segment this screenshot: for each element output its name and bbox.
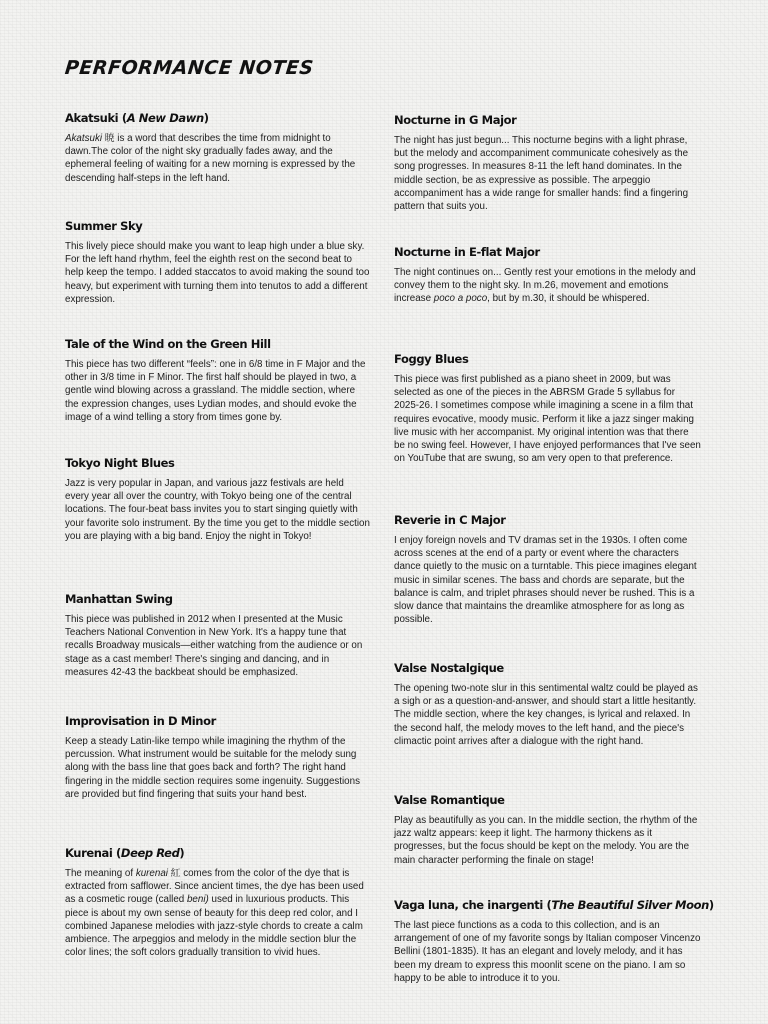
- italic-term: beni): [186, 894, 209, 906]
- note-title: [65, 111, 370, 125]
- note-body: [394, 266, 702, 306]
- title-text: Akatsuki (: [65, 111, 127, 125]
- note-body: The opening two-note slur in this sentimental waltz could be played as a sigh or as a question-and-answer, and should start a little hesitantly. The middle section, where the key changes, is lyrical and relaxed. In the second half, the melody moves to the left hand, and the piece's climactic point arrives after a dialogue with the right hand.: [394, 683, 698, 747]
- body-text: The meaning of: [65, 868, 136, 879]
- note-body: The last piece functions as a coda to this collection, and is an arrangement of one of my favorite songs by Italian composer Vincenzo Bellini (1801-1835). It has an elegant and lovely melody, and it has been my dream to express this moonlit scene on the piano. I am so happy to be able to introduce it to you.: [394, 920, 701, 984]
- note-title: Nocturne in E-flat Major: [394, 245, 540, 259]
- note-title: Tale of the Wind on the Green Hill: [65, 337, 271, 351]
- note-body: I enjoy foreign novels and TV dramas set in the 1930s. I often come across scenes at the end of a party or event where the characters dance quietly to the music on a turntable. This piece imagines elegant music in similar scenes. The bass and chords are separate, but the balance is calm, and triplet phrases should never be rushed. This is a slow dance that maintains the dreamlike atmosphere for as long as possible.: [394, 535, 697, 626]
- note-reverie-c-major: [394, 513, 702, 626]
- note-title: Tokyo Night Blues: [65, 456, 175, 470]
- title-text: Vaga luna, che inargenti (: [394, 898, 552, 912]
- note-valse-nostalgique: [394, 661, 702, 748]
- note-body: This piece was published in 2012 when I presented at the Music Teachers National Convention in New York. It's a happy tune that recalls Broadway musicals—either watching from the audience or on stage as a cast member! There's singing and dancing, and in measures 42-43 the backbeat should be emphasized.: [65, 614, 363, 678]
- note-title: Valse Nostalgique: [394, 661, 504, 675]
- note-tokyo-night-blues: [65, 456, 370, 543]
- note-body: [65, 132, 370, 185]
- note-title: [65, 846, 370, 860]
- note-summer-sky: [65, 219, 370, 306]
- title-subtitle: A New Dawn: [126, 111, 204, 125]
- note-body: Keep a steady Latin-like tempo while imagining the rhythm of the percussion. What instrument would be suitable for the melody sung along with the bass line that goes back and forth? The right hand fingering in the middle section requires some ingenuity. Suggestions are provided but find fingering that suits your hand best.: [65, 736, 360, 800]
- note-valse-romantique: [394, 793, 702, 867]
- note-body: The night has just begun... This nocturne begins with a light phrase, but the melody and accompaniment communicate cohesively as the song progresses. In measures 8-11 the left hand dominates. In the middle section, be as expressive as possible. The arpeggio accompaniment has a wide range for smaller hands: find a fingering pattern that suits you.: [394, 135, 689, 213]
- note-tale-of-the-wind: [65, 337, 370, 424]
- title-subtitle: The Beautiful Silver Moon: [551, 898, 709, 912]
- note-body: This lively piece should make you want to leap high under a blue sky. For the left hand rhythm, feel the eighth rest on the second beat to help keep the tempo. I added staccatos to avoid making the sound too heavy, but experiment with turning them into tenutos to add a different expression.: [65, 241, 370, 305]
- italic-term: poco a poco: [433, 293, 488, 305]
- note-title: Reverie in C Major: [394, 513, 506, 527]
- title-text: Kurenai (: [65, 846, 121, 860]
- note-title: Manhattan Swing: [65, 592, 173, 606]
- note-title: Improvisation in D Minor: [65, 714, 216, 728]
- note-title: [394, 898, 714, 912]
- page-title: PERFORMANCE NOTES: [63, 57, 315, 79]
- note-title: Valse Romantique: [394, 793, 505, 807]
- note-title: Summer Sky: [65, 219, 143, 233]
- note-body: Play as beautifully as you can. In the middle section, the rhythm of the jazz waltz appears: keep it light. The harmony thickens as it progresses, but the focus should be kept on the melody. You are the main character performing the finale on stage!: [394, 815, 698, 866]
- title-text-end: ): [708, 898, 714, 912]
- note-nocturne-e-flat-major: [394, 245, 702, 306]
- note-foggy-blues: [394, 352, 702, 465]
- note-title: Foggy Blues: [394, 352, 469, 366]
- body-text: 暁 is a word that describes the time from midnight to dawn.The color of the night sky gradually fades away, and the ephemeral feeling of waiting for a new morning is expressed by the descending half-steps in the left hand.: [65, 133, 356, 184]
- body-text: , but by m.30, it should be whispered.: [487, 293, 650, 305]
- title-text-end: ): [203, 111, 209, 125]
- note-body: Jazz is very popular in Japan, and various jazz festivals are held every year all over the country, with Tokyo being one of the central locations. The four-beat bass invites you to start singing quietly with your favorite solo instrument. By the time you get to the middle section you are playing with a big band. Enjoy the night in Tokyo!: [65, 478, 370, 542]
- italic-term: Akatsuki: [65, 133, 105, 144]
- note-body: [65, 867, 370, 959]
- body-text: 紅 comes from the color of the dye that is extracted from safflower. Since ancient times, the dye has been used as a cosmetic rouge (called: [65, 868, 364, 906]
- body-text: The night continues on... Gently rest your emotions in the melody and convey them to the night sky. In m.26, movement and emotions increase: [394, 267, 696, 305]
- note-body: This piece has two different “feels”: one in 6/8 time in F Major and the other in 3/8 time in F Minor. The first half should be played in two, a gentle wind blowing across a grassland. The middle section, where the expression changes, uses Lydian modes, and should evoke the image of a wind telling a story from times gone by.: [65, 359, 366, 423]
- title-subtitle: Deep Red: [120, 846, 180, 860]
- note-akatsuki: [65, 111, 370, 185]
- body-text: used in luxurious products. This piece is about my own sense of beauty for this deep red color, and I combined Japanese melodies with jazz-style chords to create a calm ambience. The arpeggios and melody in the middle section blur the color lines; the soft colors gradually transition to vivid hues.: [65, 894, 363, 959]
- note-title: Nocturne in G Major: [394, 113, 517, 127]
- italic-term: kurenai: [135, 868, 168, 879]
- note-body: This piece was first published as a piano sheet in 2009, but was selected as one of the pieces in the ABRSM Grade 5 syllabus for 2025-26. I sometimes compose while imagining a scene in a film that requires evocative, moody music. Perform it like a jazz singer making live music with her accompanist. My original intention was that there be no swing feel. However, I have enjoyed performances that I've seen on YouTube that are swung, so am very open to that preference.: [394, 374, 701, 465]
- note-nocturne-g-major: [394, 113, 702, 213]
- note-kurenai: [65, 846, 370, 959]
- note-improvisation-d-minor: [65, 714, 370, 801]
- title-text-end: ): [179, 846, 185, 860]
- note-vaga-luna: [394, 898, 714, 985]
- note-manhattan-swing: [65, 592, 370, 679]
